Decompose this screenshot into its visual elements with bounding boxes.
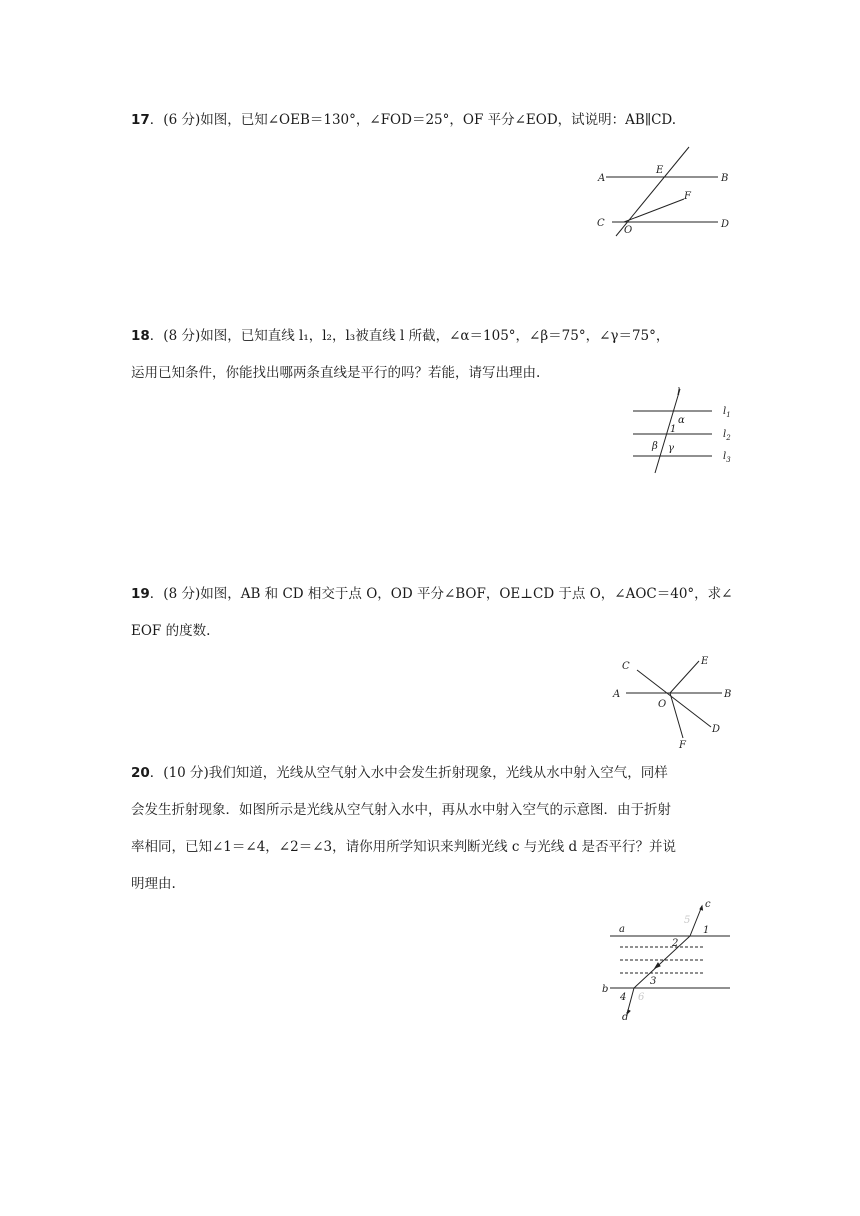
ray-of — [670, 693, 683, 738]
transversal-oe — [616, 147, 689, 236]
label-one: 1 — [670, 424, 677, 435]
label-c: c — [705, 899, 711, 910]
label-2: 2 — [672, 938, 679, 949]
label-e: E — [701, 656, 709, 667]
question-17 — [131, 102, 741, 139]
question-number: 18 — [131, 328, 150, 344]
ray-of — [624, 199, 684, 222]
label-alpha: α — [678, 415, 685, 426]
label-l2: $l_2$ — [723, 429, 731, 442]
arrow-head-c — [700, 906, 703, 910]
label-6: 6 — [638, 992, 645, 1003]
question-20 — [131, 755, 741, 903]
label-a: A — [598, 173, 606, 184]
label-d: D — [712, 724, 721, 735]
question-text-line1: ．(8 分)如图，已知直线 l₁，l₂，l₃被直线 l 所截，∠α＝105°，∠β＝75°，∠γ＝75°， — [149, 328, 670, 344]
label-b: B — [724, 689, 732, 700]
figure-18 — [630, 383, 745, 478]
question-18 — [131, 318, 741, 392]
label-l1: $l_1$ — [723, 406, 731, 419]
question-number: 20 — [131, 765, 150, 781]
label-d: D — [721, 219, 730, 230]
question-text-line2: 运用已知条件，你能找出哪两条直线是平行的吗？若能，请写出理由. — [131, 365, 541, 381]
label-l3: $l_3$ — [723, 451, 731, 464]
label-l: l — [677, 387, 681, 398]
label-c: C — [622, 661, 630, 672]
question-text-line2: 会发生折射现象．如图所示是光线从空气射入水中，再从水中射入空气的示意图．由于折射 — [131, 802, 671, 818]
figure-20 — [598, 896, 738, 1024]
label-beta: β — [652, 441, 658, 452]
question-19 — [131, 576, 741, 650]
line-cd — [637, 670, 711, 727]
question-text-line1: ．(8 分)如图，AB 和 CD 相交于点 O，OD 平分∠BOF，OE⊥CD 于点 O，∠AOC＝40°，求∠ — [149, 586, 733, 602]
question-text-line2: EOF 的度数. — [131, 623, 211, 639]
label-c: C — [597, 218, 605, 229]
label-a: A — [613, 689, 621, 700]
label-f: F — [684, 191, 691, 202]
label-4: 4 — [620, 992, 627, 1003]
label-o: O — [658, 699, 667, 710]
question-number: 19 — [131, 586, 150, 602]
question-text-line1: ．(10 分)我们知道，光线从空气射入水中会发生折射现象，光线从水中射入空气，同样 — [149, 765, 668, 781]
arrow-head-water — [655, 963, 660, 968]
question-text: ．(6 分)如图，已知∠OEB＝130°，∠FOD＝25°，OF 平分∠EOD，试说明：AB∥CD. — [149, 112, 677, 128]
label-b: B — [721, 173, 729, 184]
label-e: E — [656, 165, 664, 176]
label-f: F — [679, 740, 686, 751]
label-a: a — [619, 924, 625, 935]
question-number: 17 — [131, 112, 150, 128]
label-b: b — [602, 984, 609, 995]
figure-19 — [608, 652, 748, 754]
label-5: 5 — [684, 915, 691, 926]
label-gamma: γ — [668, 443, 674, 454]
label-d: d — [622, 1012, 629, 1023]
label-1: 1 — [703, 925, 710, 936]
question-text-line4: 明理由. — [131, 876, 176, 892]
label-o: O — [624, 225, 633, 236]
label-3: 3 — [650, 976, 657, 987]
ray-oe — [670, 661, 699, 693]
figure-17 — [594, 144, 744, 244]
question-text-line3: 率相同，已知∠1＝∠4，∠2＝∠3，请你用所学知识来判断光线 c 与光线 d 是否平行？并说 — [131, 839, 676, 855]
